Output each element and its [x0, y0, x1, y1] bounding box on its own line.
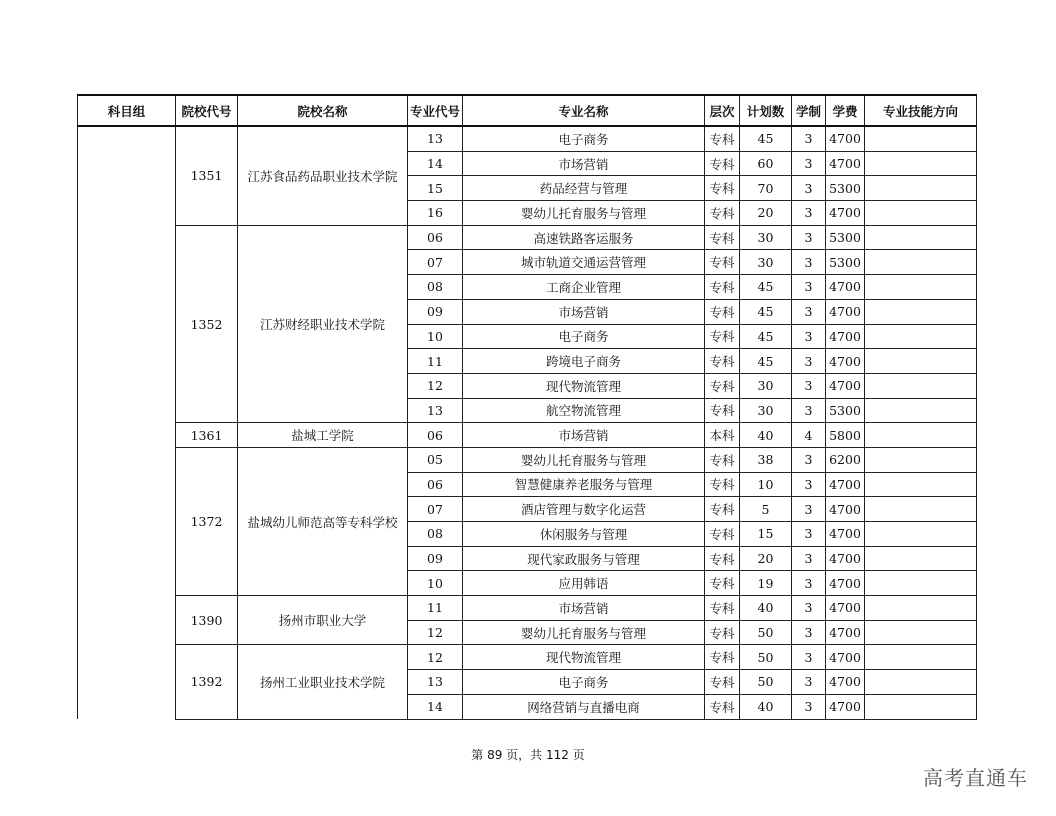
years-cell: 3 — [792, 275, 826, 300]
years-cell: 3 — [792, 596, 826, 621]
fee-cell: 4700 — [826, 497, 865, 522]
major-name-cell: 市场营销 — [463, 299, 705, 324]
table-row — [78, 423, 977, 448]
major-name-cell: 现代物流管理 — [463, 645, 705, 670]
plan-count-cell: 50 — [740, 670, 792, 695]
major-name-cell: 应用韩语 — [463, 571, 705, 596]
years-cell: 3 — [792, 447, 826, 472]
plan-count-cell: 60 — [740, 151, 792, 176]
table-header-row — [78, 95, 977, 126]
level-cell: 专科 — [705, 373, 740, 398]
major-code-cell: 06 — [408, 225, 463, 250]
major-code-cell: 14 — [408, 694, 463, 719]
plan-count-cell: 45 — [740, 299, 792, 324]
plan-count-cell: 10 — [740, 472, 792, 497]
major-name-cell: 城市轨道交通运营管理 — [463, 250, 705, 275]
major-name-cell: 现代家政服务与管理 — [463, 546, 705, 571]
skill-direction-cell — [865, 324, 977, 349]
years-cell: 3 — [792, 299, 826, 324]
plan-count-cell: 45 — [740, 126, 792, 151]
major-name-cell: 市场营销 — [463, 423, 705, 448]
fee-cell: 4700 — [826, 670, 865, 695]
skill-direction-cell — [865, 398, 977, 423]
subject-group-cell — [78, 126, 176, 719]
fee-cell: 4700 — [826, 522, 865, 547]
major-name-cell: 跨境电子商务 — [463, 349, 705, 374]
years-cell: 3 — [792, 571, 826, 596]
skill-direction-cell — [865, 472, 977, 497]
skill-direction-cell — [865, 497, 977, 522]
fee-cell: 5300 — [826, 250, 865, 275]
years-cell: 3 — [792, 645, 826, 670]
plan-count-cell: 30 — [740, 225, 792, 250]
major-name-cell: 酒店管理与数字化运营 — [463, 497, 705, 522]
col-header-school-code: 院校代号 — [176, 95, 238, 126]
skill-direction-cell — [865, 250, 977, 275]
level-cell: 专科 — [705, 349, 740, 374]
skill-direction-cell — [865, 126, 977, 151]
major-code-cell: 10 — [408, 324, 463, 349]
years-cell: 3 — [792, 126, 826, 151]
major-name-cell: 高速铁路客运服务 — [463, 225, 705, 250]
level-cell: 专科 — [705, 151, 740, 176]
level-cell: 本科 — [705, 423, 740, 448]
plan-count-cell: 45 — [740, 275, 792, 300]
major-code-cell: 07 — [408, 250, 463, 275]
col-header-years: 学制 — [792, 95, 826, 126]
fee-cell: 4700 — [826, 126, 865, 151]
level-cell: 专科 — [705, 645, 740, 670]
level-cell: 专科 — [705, 447, 740, 472]
years-cell: 3 — [792, 694, 826, 719]
skill-direction-cell — [865, 694, 977, 719]
col-header-level: 层次 — [705, 95, 740, 126]
level-cell: 专科 — [705, 126, 740, 151]
level-cell: 专科 — [705, 497, 740, 522]
major-code-cell: 12 — [408, 645, 463, 670]
major-code-cell: 08 — [408, 275, 463, 300]
col-header-fee: 学费 — [826, 95, 865, 126]
school-name-cell: 江苏财经职业技术学院 — [238, 225, 408, 423]
major-code-cell: 06 — [408, 472, 463, 497]
major-name-cell: 智慧健康养老服务与管理 — [463, 472, 705, 497]
major-code-cell: 10 — [408, 571, 463, 596]
plan-count-cell: 45 — [740, 324, 792, 349]
skill-direction-cell — [865, 299, 977, 324]
level-cell: 专科 — [705, 694, 740, 719]
years-cell: 3 — [792, 373, 826, 398]
plan-count-cell: 19 — [740, 571, 792, 596]
major-name-cell: 婴幼儿托育服务与管理 — [463, 447, 705, 472]
plan-count-cell: 40 — [740, 423, 792, 448]
plan-count-cell: 38 — [740, 447, 792, 472]
years-cell: 3 — [792, 522, 826, 547]
skill-direction-cell — [865, 349, 977, 374]
col-header-major-code: 专业代号 — [408, 95, 463, 126]
level-cell: 专科 — [705, 275, 740, 300]
plan-count-cell: 5 — [740, 497, 792, 522]
watermark: 高考直通车 — [923, 766, 1028, 790]
fee-cell: 5300 — [826, 398, 865, 423]
major-code-cell: 12 — [408, 373, 463, 398]
col-header-skill-direction: 专业技能方向 — [865, 95, 977, 126]
fee-cell: 4700 — [826, 472, 865, 497]
major-code-cell: 13 — [408, 126, 463, 151]
fee-cell: 4700 — [826, 645, 865, 670]
level-cell: 专科 — [705, 670, 740, 695]
plan-count-cell: 30 — [740, 373, 792, 398]
major-code-cell: 09 — [408, 546, 463, 571]
major-code-cell: 06 — [408, 423, 463, 448]
level-cell: 专科 — [705, 546, 740, 571]
skill-direction-cell — [865, 225, 977, 250]
school-code-cell: 1392 — [176, 645, 238, 719]
years-cell: 3 — [792, 398, 826, 423]
skill-direction-cell — [865, 571, 977, 596]
level-cell: 专科 — [705, 522, 740, 547]
skill-direction-cell — [865, 645, 977, 670]
major-code-cell: 07 — [408, 497, 463, 522]
page-footer: 第 89 页，共 112 页 — [471, 748, 585, 762]
years-cell: 3 — [792, 546, 826, 571]
major-name-cell: 市场营销 — [463, 151, 705, 176]
skill-direction-cell — [865, 151, 977, 176]
plan-count-cell: 40 — [740, 596, 792, 621]
skill-direction-cell — [865, 275, 977, 300]
major-name-cell: 现代物流管理 — [463, 373, 705, 398]
major-code-cell: 14 — [408, 151, 463, 176]
admission-plan-table — [77, 94, 977, 720]
fee-cell: 4700 — [826, 151, 865, 176]
skill-direction-cell — [865, 373, 977, 398]
major-name-cell: 市场营销 — [463, 596, 705, 621]
school-code-cell: 1352 — [176, 225, 238, 423]
level-cell: 专科 — [705, 398, 740, 423]
fee-cell: 4700 — [826, 201, 865, 226]
plan-count-cell: 70 — [740, 176, 792, 201]
major-code-cell: 11 — [408, 349, 463, 374]
major-code-cell: 13 — [408, 398, 463, 423]
skill-direction-cell — [865, 522, 977, 547]
skill-direction-cell — [865, 176, 977, 201]
school-name-cell: 扬州工业职业技术学院 — [238, 645, 408, 719]
fee-cell: 5300 — [826, 176, 865, 201]
skill-direction-cell — [865, 423, 977, 448]
level-cell: 专科 — [705, 299, 740, 324]
years-cell: 3 — [792, 472, 826, 497]
major-code-cell: 13 — [408, 670, 463, 695]
major-name-cell: 航空物流管理 — [463, 398, 705, 423]
fee-cell: 4700 — [826, 275, 865, 300]
years-cell: 3 — [792, 324, 826, 349]
school-code-cell: 1390 — [176, 596, 238, 645]
fee-cell: 4700 — [826, 571, 865, 596]
level-cell: 专科 — [705, 324, 740, 349]
years-cell: 4 — [792, 423, 826, 448]
skill-direction-cell — [865, 620, 977, 645]
plan-count-cell: 45 — [740, 349, 792, 374]
level-cell: 专科 — [705, 201, 740, 226]
plan-count-cell: 30 — [740, 250, 792, 275]
fee-cell: 4700 — [826, 596, 865, 621]
major-code-cell: 11 — [408, 596, 463, 621]
major-code-cell: 05 — [408, 447, 463, 472]
school-name-cell: 盐城工学院 — [238, 423, 408, 448]
fee-cell: 4700 — [826, 546, 865, 571]
col-header-school-name: 院校名称 — [238, 95, 408, 126]
years-cell: 3 — [792, 225, 826, 250]
col-header-plan-count: 计划数 — [740, 95, 792, 126]
plan-count-cell: 20 — [740, 201, 792, 226]
skill-direction-cell — [865, 670, 977, 695]
school-code-cell: 1372 — [176, 447, 238, 595]
plan-count-cell: 50 — [740, 620, 792, 645]
school-code-cell: 1361 — [176, 423, 238, 448]
years-cell: 3 — [792, 151, 826, 176]
fee-cell: 5800 — [826, 423, 865, 448]
table-row — [78, 596, 977, 621]
level-cell: 专科 — [705, 176, 740, 201]
level-cell: 专科 — [705, 472, 740, 497]
plan-count-cell: 50 — [740, 645, 792, 670]
level-cell: 专科 — [705, 225, 740, 250]
school-name-cell: 江苏食品药品职业技术学院 — [238, 126, 408, 225]
table-row — [78, 225, 977, 250]
major-code-cell: 16 — [408, 201, 463, 226]
fee-cell: 5300 — [826, 225, 865, 250]
major-name-cell: 电子商务 — [463, 126, 705, 151]
level-cell: 专科 — [705, 250, 740, 275]
fee-cell: 4700 — [826, 349, 865, 374]
table-body — [78, 126, 977, 719]
years-cell: 3 — [792, 201, 826, 226]
major-code-cell: 09 — [408, 299, 463, 324]
skill-direction-cell — [865, 201, 977, 226]
table-row — [78, 645, 977, 670]
major-code-cell: 15 — [408, 176, 463, 201]
col-header-subject-group: 科目组 — [78, 95, 176, 126]
years-cell: 3 — [792, 497, 826, 522]
level-cell: 专科 — [705, 596, 740, 621]
major-name-cell: 婴幼儿托育服务与管理 — [463, 620, 705, 645]
years-cell: 3 — [792, 349, 826, 374]
plan-count-cell: 20 — [740, 546, 792, 571]
fee-cell: 6200 — [826, 447, 865, 472]
years-cell: 3 — [792, 250, 826, 275]
skill-direction-cell — [865, 546, 977, 571]
level-cell: 专科 — [705, 571, 740, 596]
years-cell: 3 — [792, 176, 826, 201]
major-name-cell: 工商企业管理 — [463, 275, 705, 300]
major-code-cell: 12 — [408, 620, 463, 645]
level-cell: 专科 — [705, 620, 740, 645]
col-header-major-name: 专业名称 — [463, 95, 705, 126]
fee-cell: 4700 — [826, 324, 865, 349]
fee-cell: 4700 — [826, 299, 865, 324]
plan-count-cell: 40 — [740, 694, 792, 719]
fee-cell: 4700 — [826, 620, 865, 645]
major-name-cell: 休闲服务与管理 — [463, 522, 705, 547]
years-cell: 3 — [792, 620, 826, 645]
skill-direction-cell — [865, 596, 977, 621]
major-code-cell: 08 — [408, 522, 463, 547]
plan-count-cell: 15 — [740, 522, 792, 547]
major-name-cell: 网络营销与直播电商 — [463, 694, 705, 719]
school-name-cell: 盐城幼儿师范高等专科学校 — [238, 447, 408, 595]
table-row — [78, 126, 977, 151]
major-name-cell: 婴幼儿托育服务与管理 — [463, 201, 705, 226]
years-cell: 3 — [792, 670, 826, 695]
major-name-cell: 药品经营与管理 — [463, 176, 705, 201]
major-name-cell: 电子商务 — [463, 324, 705, 349]
major-name-cell: 电子商务 — [463, 670, 705, 695]
fee-cell: 4700 — [826, 694, 865, 719]
skill-direction-cell — [865, 447, 977, 472]
plan-count-cell: 30 — [740, 398, 792, 423]
school-name-cell: 扬州市职业大学 — [238, 596, 408, 645]
fee-cell: 4700 — [826, 373, 865, 398]
table-row — [78, 447, 977, 472]
school-code-cell: 1351 — [176, 126, 238, 225]
